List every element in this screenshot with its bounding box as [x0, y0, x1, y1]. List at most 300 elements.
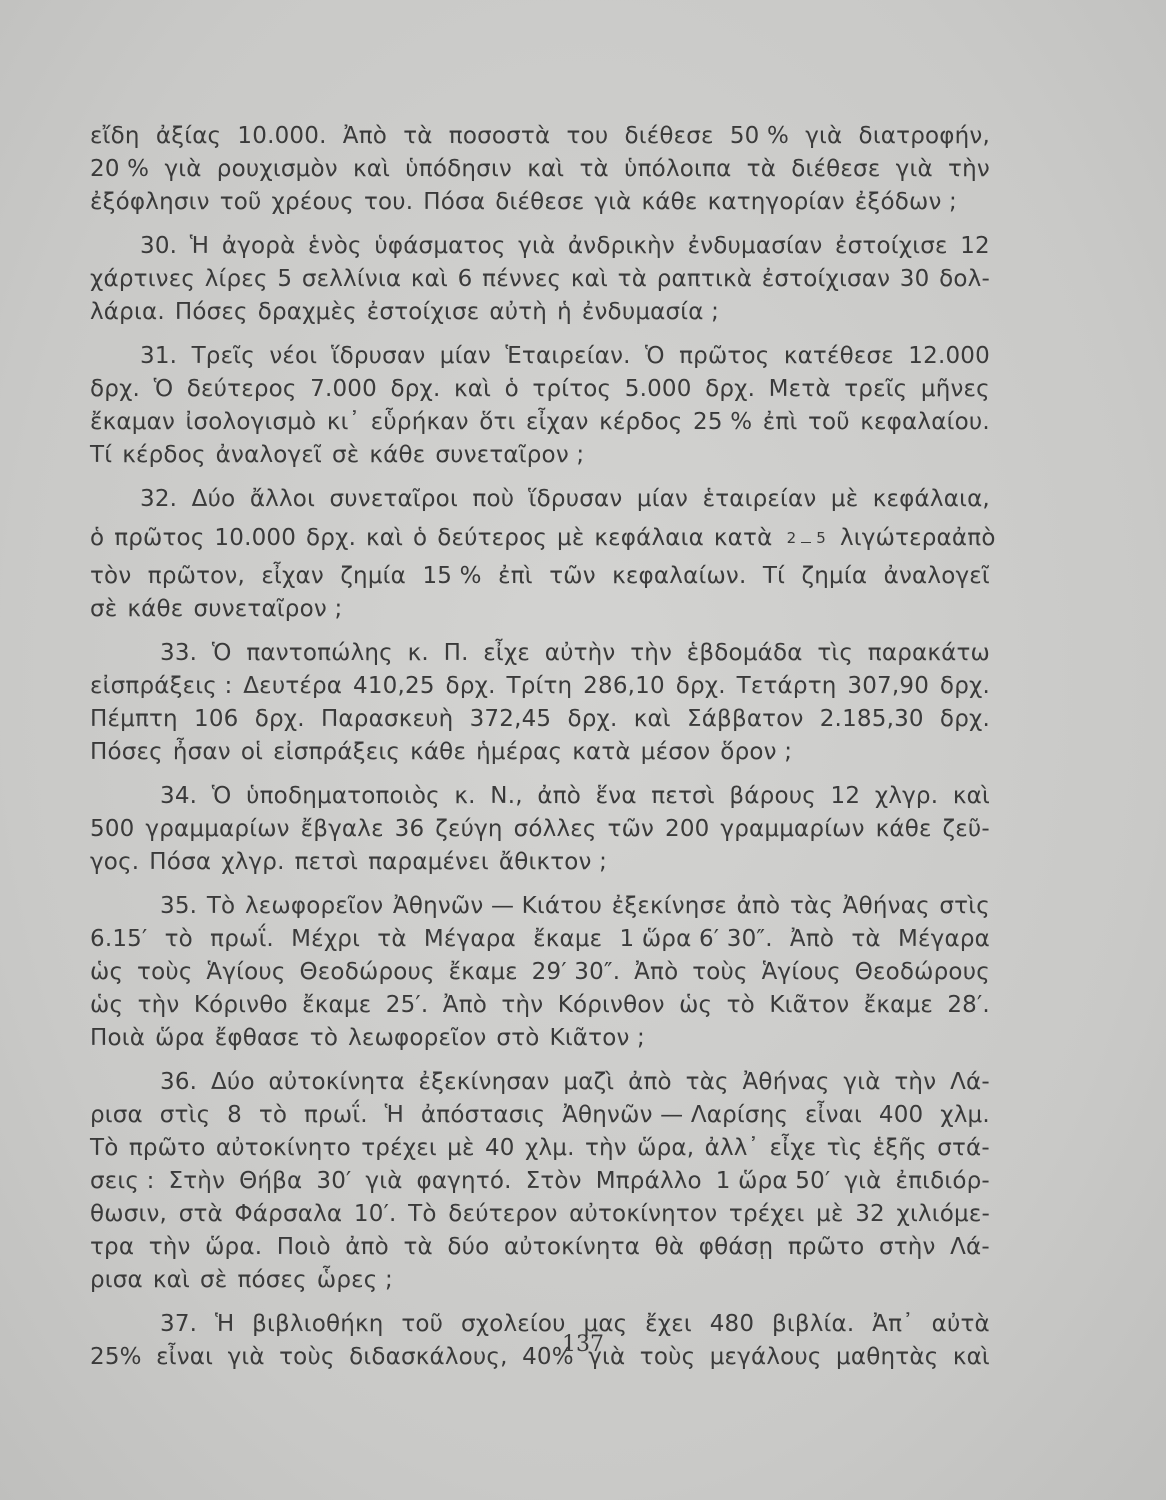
word: ἵδρυσαν — [331, 343, 426, 369]
word: δρχ. — [254, 706, 305, 732]
word: 29′ 30″. — [531, 959, 621, 985]
word: κεφάλαια, — [872, 486, 990, 512]
word: τοὺς — [692, 959, 748, 985]
word: σχολείου — [460, 1311, 566, 1337]
word: 5 — [277, 266, 293, 292]
word: 480 — [709, 1311, 755, 1337]
word: Κιᾶτον ; — [549, 1025, 645, 1051]
word: γιὰ — [843, 1069, 881, 1095]
word: 106 — [194, 706, 239, 732]
word: τοῦ — [807, 409, 850, 435]
word: χρέους — [271, 189, 354, 215]
word: ποὺ — [472, 486, 515, 512]
word: ὑφάσματος — [374, 233, 506, 259]
word: μέσον — [640, 739, 711, 765]
text-line — [90, 1132, 990, 1165]
word: Πόσες — [90, 739, 163, 765]
word: σελλίνια — [301, 266, 402, 292]
word: ζημία — [801, 563, 868, 589]
word: γιὰ — [227, 1344, 265, 1370]
word: τὰ — [403, 1234, 433, 1260]
word: καὶ — [454, 376, 492, 402]
word: ὁ — [504, 376, 519, 402]
word: ἐπὶ — [498, 563, 533, 589]
word: Ἀθήνας — [742, 1069, 830, 1095]
word: καὶ — [366, 524, 404, 551]
word: τὶς — [826, 1135, 863, 1161]
word: 10.000. — [237, 123, 327, 149]
word: ἀπὸ — [345, 1234, 389, 1260]
word: ὡς — [90, 992, 124, 1018]
word: δεύτερος — [437, 524, 548, 551]
word: βιβλιοθήκη — [252, 1311, 384, 1337]
word: ἕνα — [595, 783, 637, 809]
word: βιβλία. — [771, 1311, 855, 1337]
fraction-denominator: 5 — [816, 529, 826, 547]
word: γος. — [90, 849, 140, 875]
word: παρακάτω — [867, 640, 990, 666]
word: 8 — [227, 1102, 242, 1128]
text-line — [90, 670, 990, 703]
word: στὴν — [878, 1234, 936, 1260]
text-line — [90, 560, 990, 593]
word: ἔφθασε — [214, 1025, 300, 1051]
word: 7.000 — [310, 376, 377, 402]
word: Θεοδώρους — [299, 959, 435, 985]
word: τὰ — [851, 926, 881, 952]
word: τὰ — [377, 926, 407, 952]
text-line — [90, 1231, 990, 1264]
word: δρχ. — [90, 376, 141, 402]
word: λάρια. — [90, 299, 165, 325]
word: γιὰ — [164, 156, 202, 182]
word: ἰσολογισμὸ — [185, 409, 317, 435]
word: πρῶτον, — [147, 563, 245, 589]
text-line — [90, 637, 990, 670]
word: μῆνες — [920, 376, 990, 402]
word: κάθε — [410, 739, 467, 765]
word: δραχμὲς — [257, 299, 357, 325]
word: ἀπὸ — [537, 783, 582, 809]
word: ζημία — [340, 563, 407, 589]
word: 34. — [160, 783, 198, 809]
word: ραπτικὰ — [656, 266, 753, 292]
word: αὐτὰ — [931, 1311, 990, 1337]
word: 372,45 — [469, 706, 552, 732]
text-line — [90, 373, 990, 406]
word: διέθεσε — [495, 189, 585, 215]
word: ἄλλοι — [249, 486, 316, 512]
word: αὐτοκίνητα — [503, 1234, 641, 1260]
word: γιὰ — [518, 233, 556, 259]
word: Τὸ — [206, 893, 236, 919]
word: πετσὶ — [651, 783, 715, 809]
word: του — [566, 123, 609, 149]
word: εἶχε — [483, 640, 531, 666]
word: ὁ — [413, 524, 428, 551]
word: τὴν — [137, 992, 180, 1018]
word: ἀπὸ — [951, 524, 996, 551]
text-line — [90, 1165, 990, 1198]
word: ἀγορὰ — [221, 233, 296, 259]
word: κι᾿ — [326, 409, 361, 435]
word: μὲ — [830, 486, 859, 512]
word: κεφαλαίων. — [612, 563, 747, 589]
word: Ὁ — [153, 376, 174, 402]
word: δρχ. — [939, 673, 990, 699]
word: 12 — [960, 233, 990, 259]
word: 30′ — [316, 1168, 352, 1194]
word: Ἀπὸ — [342, 123, 388, 149]
word: νέοι — [269, 343, 318, 369]
word: διέθεσε — [791, 156, 881, 182]
word: 1 ὥρα 6′ 30″. — [619, 926, 773, 952]
word: Πέμπτη — [90, 706, 178, 732]
word: Ἑταιρείαν. — [505, 343, 631, 369]
word: χλμ. — [940, 1102, 990, 1128]
word: Ποιὰ — [90, 1025, 146, 1051]
word: Τί — [762, 563, 786, 589]
word: ἐπὶ — [762, 409, 798, 435]
page-text — [90, 120, 996, 1374]
word: τὰς — [789, 893, 834, 919]
text-line — [90, 1022, 990, 1055]
word: κεφάλαια — [594, 524, 704, 551]
word: Θήβα — [239, 1168, 303, 1194]
word: 400 — [878, 1102, 924, 1128]
word: ἐστοίχισαν — [761, 266, 891, 292]
word: διατροφήν, — [858, 123, 990, 149]
word: Κόρινθο — [193, 992, 288, 1018]
word: 25 % — [693, 409, 753, 435]
word: ἡ — [557, 299, 572, 325]
word: Ἀπὸ — [442, 992, 488, 1018]
word: τὴν — [630, 640, 673, 666]
word: τὸ — [258, 1102, 288, 1128]
word: 500 — [90, 816, 135, 842]
word: πόσες — [237, 1267, 307, 1293]
word: δύο — [447, 1234, 490, 1260]
word: ὑποδηματοποιὸς — [246, 783, 440, 809]
word: Τρίτη — [506, 673, 573, 699]
word: ἔκαμε — [448, 959, 518, 985]
word: Ὁ — [211, 783, 232, 809]
text-line — [90, 263, 990, 296]
word: ἐστοίχισε — [835, 233, 948, 259]
word: Ἡ — [214, 1311, 235, 1337]
word: 40% — [522, 1344, 574, 1370]
word: κ. — [407, 640, 429, 666]
word: πετσὶ — [294, 849, 359, 875]
word: δρχ. — [705, 376, 756, 402]
word: θωσιν, — [90, 1201, 168, 1227]
word: αὐτοκίνητον — [569, 1201, 718, 1227]
text-line — [90, 846, 990, 879]
word: τοῦ — [401, 1311, 444, 1337]
word: ὧρες ; — [316, 1267, 393, 1293]
word: Ἡ — [384, 1102, 405, 1128]
text-line-with-fraction — [90, 516, 996, 560]
word: Στὸν — [525, 1168, 582, 1194]
word: 10.000 — [214, 524, 297, 551]
word: ὅρον ; — [720, 739, 793, 765]
word: Ἁγίους — [761, 959, 841, 985]
word: γιὰ — [594, 189, 632, 215]
word: Μέγαρα — [423, 926, 516, 952]
word: Πόσες — [174, 299, 248, 325]
word: 32 — [855, 1201, 885, 1227]
word: χάρτινες — [90, 266, 196, 292]
word: ἀνδρικὴν — [567, 233, 675, 259]
word: εἴδη — [90, 123, 140, 149]
word: δρχ. — [306, 524, 357, 551]
word: 31. — [140, 343, 178, 369]
word: μαζὶ — [563, 1069, 615, 1095]
word: ὅτι — [479, 409, 516, 435]
word: ὥρα — [155, 1025, 205, 1051]
word: τοὺς — [639, 1344, 696, 1370]
word: 40 — [484, 1135, 515, 1161]
word: 33. — [160, 640, 198, 666]
word: τοῦ — [219, 189, 262, 215]
word: φθάσῃ — [698, 1234, 774, 1260]
word: 200 — [664, 816, 710, 842]
text-line — [90, 736, 990, 769]
word: ἐνδυμασία ; — [581, 299, 720, 325]
word: εἰσπράξεις : — [90, 673, 233, 699]
word: ποσοστὰ — [448, 123, 551, 149]
word: γραμμαρίων — [145, 816, 290, 842]
word: στὶς — [159, 1102, 211, 1128]
word: σὲ — [90, 596, 118, 622]
word: ἦσαν — [172, 739, 231, 765]
word: ἵδρυσαν — [528, 486, 623, 512]
word: ὥρα, — [637, 1135, 695, 1161]
word: τῶν — [607, 816, 655, 842]
word: χλγρ. — [221, 849, 285, 875]
word: στὶς — [939, 893, 990, 919]
word: 30 — [899, 266, 930, 292]
word: Κόρινθον — [557, 992, 665, 1018]
word: Πόσα — [423, 189, 486, 215]
word: καὶ — [410, 266, 448, 292]
word: αὐτὴ — [489, 299, 548, 325]
word: Τρεῖς — [191, 343, 255, 369]
word: δρχ. — [390, 376, 441, 402]
word: Ὁ — [211, 640, 232, 666]
text-line — [90, 1198, 990, 1231]
word: ὑπόλοιπα — [624, 156, 732, 182]
word: Φάρσαλα — [234, 1201, 343, 1227]
word: ὁ — [90, 524, 105, 551]
word: πρῶτο — [128, 1135, 206, 1161]
word: Δύο — [211, 1069, 255, 1095]
page-number: 137 — [562, 1332, 604, 1357]
text-line — [90, 780, 990, 813]
word: φαγητό. — [416, 1168, 512, 1194]
word: 20 % — [90, 156, 150, 182]
word: 2.185,30 — [819, 706, 924, 732]
word: εὗρήκαν — [370, 409, 469, 435]
word: βάρους — [729, 783, 816, 809]
word: Ἁγίους — [206, 959, 286, 985]
word: διδασκάλους, — [349, 1344, 508, 1370]
word: Τὸ — [408, 1201, 437, 1227]
word: 6 — [457, 266, 473, 292]
text-line — [90, 956, 990, 989]
word: τρίτος — [532, 376, 612, 402]
word: ἐστοίχισε — [366, 299, 480, 325]
word: Ἀθηνῶν — Λαρίσης — [562, 1102, 789, 1128]
word: 32. — [140, 486, 178, 512]
word: γιὰ — [844, 1168, 882, 1194]
word: πρῶτος — [114, 524, 205, 551]
word: Θεοδώρους — [854, 959, 990, 985]
word: 1 ὥρα 50′ — [715, 1168, 831, 1194]
word: Σάββατον — [686, 706, 804, 732]
word: δρχ. — [567, 706, 618, 732]
word: ἔκαμε — [533, 926, 603, 952]
word: τὰς — [685, 1069, 729, 1095]
text-line — [90, 296, 990, 329]
word: ὥρα. — [205, 1234, 263, 1260]
word: Ποιὸ — [276, 1234, 331, 1260]
word: τὶς — [817, 640, 854, 666]
word: ἀλλ᾿ — [704, 1135, 760, 1161]
word: κάθε — [641, 189, 698, 215]
word: Ἀπὸ — [789, 926, 835, 952]
word: γιὰ — [895, 156, 933, 182]
word: δεύτερος — [186, 376, 297, 402]
word: πέννες — [482, 266, 562, 292]
word: σόλλες — [513, 816, 597, 842]
word: εἶχαν — [526, 409, 589, 435]
word: ἑνὸς — [308, 233, 362, 259]
word: ἔβγαλε — [300, 816, 384, 842]
text-line — [90, 1066, 990, 1099]
word: τὸ — [309, 1025, 339, 1051]
word: στά- — [937, 1135, 990, 1161]
word: τοὺς — [279, 1344, 335, 1370]
word: λίρες — [204, 266, 268, 292]
word: ρισα — [90, 1267, 143, 1293]
fraction-line-part — [840, 522, 996, 555]
word: Μέγαρα — [897, 926, 990, 952]
word: ἀξίας — [155, 123, 222, 149]
word: 286,10 — [583, 673, 665, 699]
word: μὲ — [556, 524, 585, 551]
word: Ὁ — [645, 343, 665, 369]
word: κάθε — [875, 816, 932, 842]
word: τρεῖς — [844, 376, 908, 402]
text-line — [90, 1264, 990, 1297]
word: ὡς — [679, 992, 713, 1018]
word: θὰ — [654, 1234, 685, 1260]
word: δολ- — [939, 266, 990, 292]
word: χλμ. — [524, 1135, 575, 1161]
text-line — [90, 439, 990, 472]
word: κατηγορίαν — [707, 189, 845, 215]
word: Δευτέρα — [243, 673, 343, 699]
word: 28′. — [947, 992, 990, 1018]
word: μὲ — [447, 1135, 475, 1161]
word: δρχ. — [675, 673, 726, 699]
word: κατὰ — [572, 739, 631, 765]
word: 25′. — [385, 992, 429, 1018]
word: μας — [583, 1311, 628, 1337]
word: Ἀθηνῶν — Κιάτου — [392, 893, 603, 919]
word: 307,90 — [847, 673, 930, 699]
word: μαθητὰς — [836, 1344, 939, 1370]
word: ἐξόδων ; — [854, 189, 957, 215]
word: κέρδος — [122, 442, 206, 468]
word: κ. — [454, 783, 476, 809]
word: κέρδος — [599, 409, 683, 435]
word: ἔκαμαν — [90, 409, 175, 435]
word: ἐπιδιόρ- — [895, 1168, 990, 1194]
word: γιὰ — [365, 1168, 403, 1194]
word: Κιᾶτον — [769, 992, 850, 1018]
text-line — [90, 923, 990, 956]
word: ἀπὸ — [736, 893, 781, 919]
word: κάθε — [369, 442, 426, 468]
word: ἄθικτον ; — [498, 849, 608, 875]
word: 410,25 — [353, 673, 435, 699]
word: καὶ — [527, 156, 565, 182]
word: λεωφορεῖον — [244, 893, 384, 919]
word: τὴν — [584, 1135, 627, 1161]
word: 15 % — [422, 563, 482, 589]
word: τὰ — [579, 156, 609, 182]
word: ρουχισμὸν — [216, 156, 338, 182]
word: ρισα — [90, 1102, 143, 1128]
word: μεγάλους — [709, 1344, 822, 1370]
word: γιὰ — [588, 1344, 626, 1370]
word: τρα — [90, 1234, 135, 1260]
word: εἶναι — [156, 1344, 214, 1370]
word: εἶχαν — [261, 563, 324, 589]
word: Ν., — [490, 783, 523, 809]
word: τὴν — [894, 1069, 937, 1095]
word: εἶχε — [769, 1135, 817, 1161]
text-line — [90, 483, 990, 516]
word: ἔχει — [645, 1311, 692, 1337]
word: μίαν — [636, 486, 689, 512]
text-line — [90, 230, 990, 263]
word: Τὸ — [90, 1135, 119, 1161]
word: παντοπώλης — [246, 640, 393, 666]
word: συνεταῖρον ; — [435, 442, 585, 468]
word: 50 % — [729, 123, 790, 149]
word: Τί — [90, 442, 113, 468]
word: τὰ — [403, 123, 433, 149]
word: Ἀθήνας — [842, 893, 930, 919]
word: Παρασκευὴ — [320, 706, 454, 732]
word: τὴν — [148, 1234, 191, 1260]
word: του. — [363, 189, 414, 215]
word: κατὰ — [713, 524, 773, 551]
word: 37. — [160, 1311, 198, 1337]
word: τῶν — [549, 563, 596, 589]
word: τὸν — [90, 563, 132, 589]
word: Π. — [443, 640, 469, 666]
word: ἀπὸ — [628, 1069, 672, 1095]
text-line — [90, 989, 990, 1022]
word: σὲ — [200, 1267, 228, 1293]
word: καὶ — [633, 706, 671, 732]
word: λιγώτερα — [840, 524, 952, 551]
word: τὸ — [164, 926, 193, 952]
